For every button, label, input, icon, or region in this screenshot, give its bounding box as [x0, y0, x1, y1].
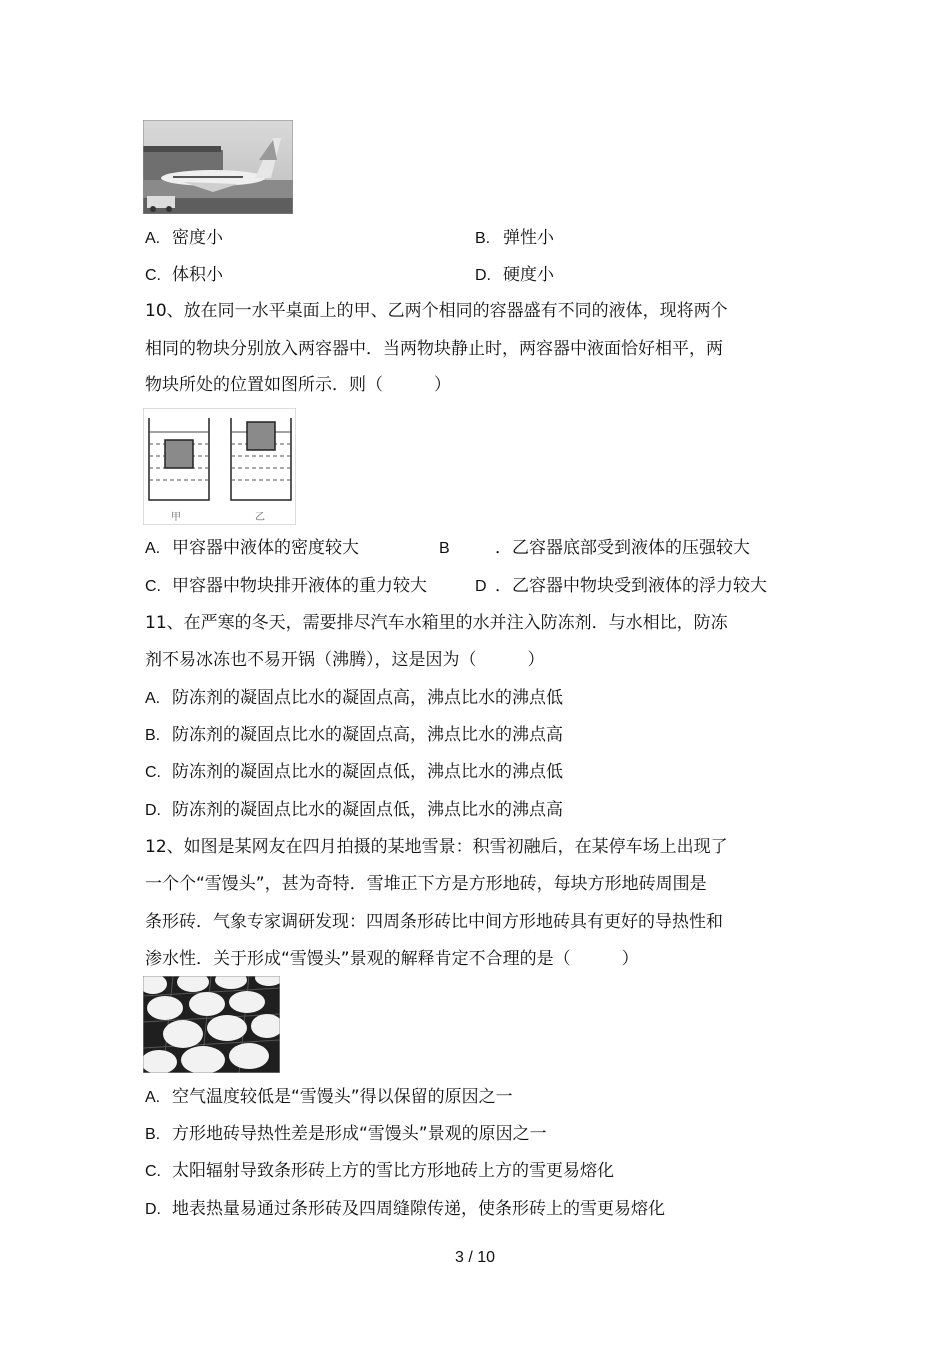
q10-stem-line-1: 10、放在同一水平桌面上的甲、乙两个相同的容器盛有不同的液体，现将两个	[145, 301, 728, 321]
option-text: 防冻剂的凝固点比水的凝固点低，沸点比水的沸点高	[172, 800, 563, 820]
option-letter: D.	[145, 1201, 161, 1218]
q10-stem-line-3: 物块所处的位置如图所示．则（ ）	[145, 375, 451, 395]
option-text: 太阳辐射导致条形砖上方的雪比方形地砖上方的雪更易熔化	[172, 1161, 614, 1181]
option-text: 防冻剂的凝固点比水的凝固点低，沸点比水的沸点低	[172, 762, 563, 782]
q12-option-c	[145, 1161, 614, 1182]
option-letter: C.	[145, 578, 161, 595]
q12-stem-line-2: 一个个“雪馒头”，甚为奇特．雪堆正下方是方形地砖，每块方形地砖周围是	[145, 874, 707, 894]
option-letter: D.	[475, 267, 491, 284]
option-letter: D.	[145, 802, 161, 819]
option-text: 空气温度较低是“雪馒头”得以保留的原因之一	[172, 1087, 513, 1107]
page-number: 3 / 10	[454, 1249, 496, 1266]
q12-option-d	[145, 1199, 665, 1220]
q9-option-b	[475, 228, 554, 249]
q9-option-c	[145, 265, 223, 286]
option-letter: A.	[145, 230, 161, 247]
q12-option-b	[145, 1124, 547, 1145]
option-letter: A.	[145, 540, 161, 557]
option-letter: A.	[145, 690, 161, 707]
q12-stem-line-3: 条形砖．气象专家调研发现：四周条形砖比中间方形地砖具有更好的导热性和	[145, 912, 723, 932]
q10-option-d	[475, 576, 767, 597]
option-text: ．乙容器底部受到液体的压强较大	[495, 538, 750, 558]
option-text: 方形地砖导热性差是形成“雪馒头”景观的原因之一	[172, 1124, 547, 1144]
q10-option-a	[145, 538, 359, 559]
q10-option-b	[439, 538, 750, 559]
figure-label-jia: 甲	[171, 512, 181, 523]
option-text: 防冻剂的凝固点比水的凝固点高，沸点比水的沸点低	[172, 688, 563, 708]
q11-stem-line-2: 剂不易冰冻也不易开锅（沸腾），这是因为（ ）	[145, 650, 545, 670]
q11-stem-line-1: 11、在严寒的冬天，需要排尽汽车水箱里的水并注入防冻剂．与水相比，防冻	[145, 613, 728, 633]
option-text: 密度小	[172, 228, 223, 248]
q9-option-a	[145, 228, 223, 249]
q9-option-d	[475, 265, 554, 286]
option-letter: D	[475, 578, 487, 595]
q12-option-a	[145, 1087, 513, 1108]
option-letter: C.	[145, 1163, 161, 1180]
option-text: 防冻剂的凝固点比水的凝固点高，沸点比水的沸点高	[172, 725, 563, 745]
figure-label-yi: 乙	[255, 512, 265, 523]
option-text: 硬度小	[503, 265, 554, 285]
q10-option-c	[145, 576, 427, 597]
option-text: 甲容器中液体的密度较大	[172, 538, 359, 558]
option-text: 体积小	[172, 265, 223, 285]
q11-option-d	[145, 800, 563, 821]
option-letter: B.	[145, 1126, 161, 1143]
q11-option-a	[145, 688, 563, 709]
option-letter: C.	[145, 764, 161, 781]
option-letter: A.	[145, 1089, 161, 1106]
q10-stem-line-2: 相同的物块分别放入两容器中．当两物块静止时，两容器中液面恰好相平，两	[145, 339, 723, 359]
option-text: 甲容器中物块排开液体的重力较大	[172, 576, 427, 596]
airplane-photo	[143, 120, 293, 214]
q11-option-b	[145, 725, 563, 746]
option-letter: B.	[145, 727, 161, 744]
option-letter: B.	[475, 230, 491, 247]
q12-stem-line-1: 12、如图是某网友在四月拍摄的某地雪景：积雪初融后，在某停车场上出现了	[145, 837, 728, 857]
q12-stem-line-4: 渗水性．关于形成“雪馒头”景观的解释肯定不合理的是（ ）	[145, 949, 639, 969]
option-text: 弹性小	[503, 228, 554, 248]
option-letter: B	[439, 540, 450, 557]
q11-option-c	[145, 762, 563, 783]
option-letter: C.	[145, 267, 161, 284]
snow-mounds-photo	[143, 976, 280, 1073]
option-text: 地表热量易通过条形砖及四周缝隙传递，使条形砖上的雪更易熔化	[172, 1199, 665, 1219]
containers-figure	[143, 408, 296, 525]
option-text: ．乙容器中物块受到液体的浮力较大	[495, 576, 767, 596]
